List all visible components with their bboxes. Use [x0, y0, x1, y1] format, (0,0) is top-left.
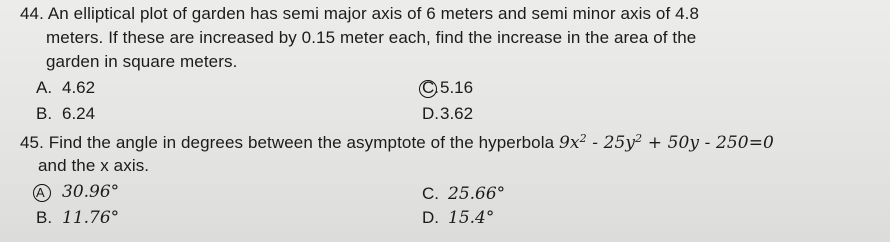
option-45-b	[36, 208, 119, 228]
option-value: 3.62	[440, 104, 474, 123]
option-letter: D.	[422, 104, 439, 123]
hyperbola-equation	[559, 133, 774, 153]
option-45-d	[422, 208, 494, 228]
equation-term-3: + 50y - 250=0	[642, 133, 774, 153]
option-letter: A	[36, 185, 45, 200]
option-letter: A.	[36, 78, 53, 97]
option-letter: C.	[422, 184, 439, 203]
option-letter: B.	[36, 208, 53, 227]
option-value: 6.24	[62, 104, 96, 123]
question-45-line-2: and the x axis.	[38, 156, 150, 175]
equation-term-2: - 25y	[586, 133, 636, 153]
option-value: 30.96°	[62, 182, 120, 202]
option-45-a	[36, 182, 119, 202]
option-44-b	[36, 104, 95, 124]
option-value: 11.76°	[62, 208, 120, 228]
question-44-line-2: meters. If these are increased by 0.15 meter each, find the increase in the area of the	[46, 28, 697, 47]
option-letter: C.	[422, 78, 439, 97]
option-44-c	[422, 78, 473, 98]
option-letter: D.	[422, 208, 439, 227]
question-44-line-3: garden in square meters.	[46, 52, 238, 71]
question-45-number: 45.	[20, 133, 44, 152]
equation-exponent-2: 2	[635, 132, 643, 145]
option-value: 15.4°	[448, 208, 495, 228]
equation-exponent-1: 2	[579, 132, 587, 145]
option-value: 5.16	[440, 78, 474, 97]
equation-term-1: 9x	[559, 133, 580, 153]
option-44-a	[36, 78, 95, 98]
question-45-line-1	[20, 132, 774, 153]
option-letter: B.	[36, 104, 53, 123]
option-value: 4.62	[62, 78, 96, 97]
question-44-number: 44.	[20, 4, 44, 23]
option-44-d	[422, 104, 473, 124]
option-45-c	[422, 184, 505, 204]
question-45-stem-1: Find the angle in degrees between the asymptote of the hyperbola	[48, 133, 555, 152]
question-44-stem-1: An elliptical plot of garden has semi major axis of 6 meters and semi minor axis of 4.8	[47, 4, 700, 23]
question-44-line-1	[20, 4, 699, 24]
option-value: 25.66°	[448, 184, 506, 204]
